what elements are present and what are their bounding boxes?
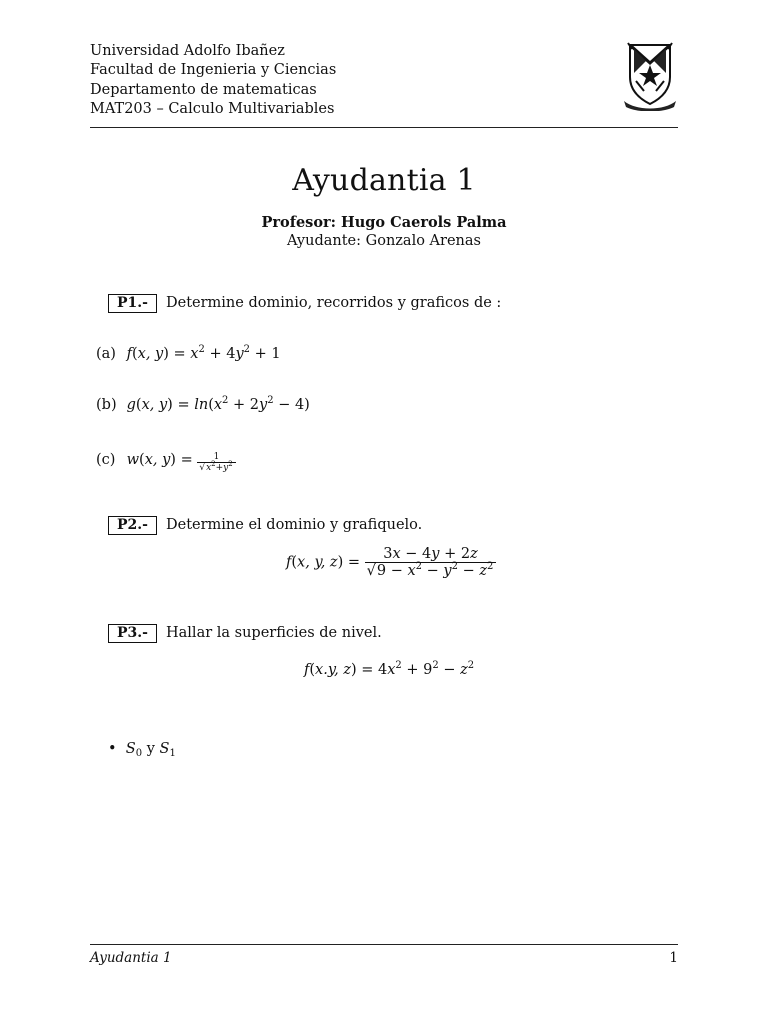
- professor-line: Profesor: Hugo Caerols Palma: [261, 214, 507, 231]
- university-crest-icon: [622, 41, 678, 111]
- bullet-item: [108, 741, 176, 757]
- formula-p2: f(x, y, z) = $\frac{3x - 4y + 2z}{√9 - x^2 - y^2 - z^2}$: [286, 546, 496, 579]
- problem-1-item-c: [96, 446, 236, 473]
- item-c-label: (c): [96, 451, 116, 468]
- problem-1-item-b: [96, 397, 310, 413]
- level-set-0: $S_0$: [121, 741, 143, 759]
- course-name: MAT203 – Calculo Multivariables: [90, 100, 335, 117]
- bullet-mark: •: [108, 741, 117, 757]
- problem-1-label: P1.-: [108, 294, 157, 313]
- formula-a: f(x, $y) = x^2 + 4y^2 + 1$: [126, 344, 281, 362]
- problem-2-label: P2.-: [108, 516, 157, 535]
- problem-1-text: Determine dominio, recorridos y graficos de :: [166, 295, 502, 311]
- bullet-conj: y: [146, 741, 155, 757]
- header-block: [90, 42, 336, 119]
- assistant-line: Ayudante: Gonzalo Arenas: [287, 233, 481, 249]
- department-name: Departamento de matematicas: [90, 81, 317, 98]
- page-number: 1: [669, 950, 678, 966]
- problem-2-text: Determine el dominio y grafiquelo.: [166, 517, 423, 533]
- faculty-name: Facultad de Ingenieria y Ciencias: [90, 62, 337, 79]
- item-b-label: (b): [96, 397, 117, 413]
- university-name: Universidad Adolfo Ibañez: [90, 43, 285, 59]
- problem-1-item-a: [96, 346, 281, 362]
- problem-3-label: P3.-: [108, 624, 157, 643]
- footer-title: Ayudantia 1: [90, 950, 172, 966]
- footer-divider: [90, 944, 678, 945]
- formula-p3: f(x.y, $z) = 4x^2 + 9^2 - z^2$: [304, 660, 475, 678]
- header-divider: [90, 127, 678, 128]
- problem-3-text: Hallar la superficies de nivel.: [166, 625, 382, 641]
- formula-c: w(x, y) = $\frac{1}{√x^2+y^2}$: [127, 452, 236, 468]
- level-set-1: $S_1$: [159, 741, 176, 759]
- page-title: Ayudantia 1: [292, 163, 476, 198]
- formula-b: g(x, $y) = \ln(x^2 + 2y^2 - 4)$: [126, 395, 310, 413]
- item-a-label: (a): [96, 346, 116, 362]
